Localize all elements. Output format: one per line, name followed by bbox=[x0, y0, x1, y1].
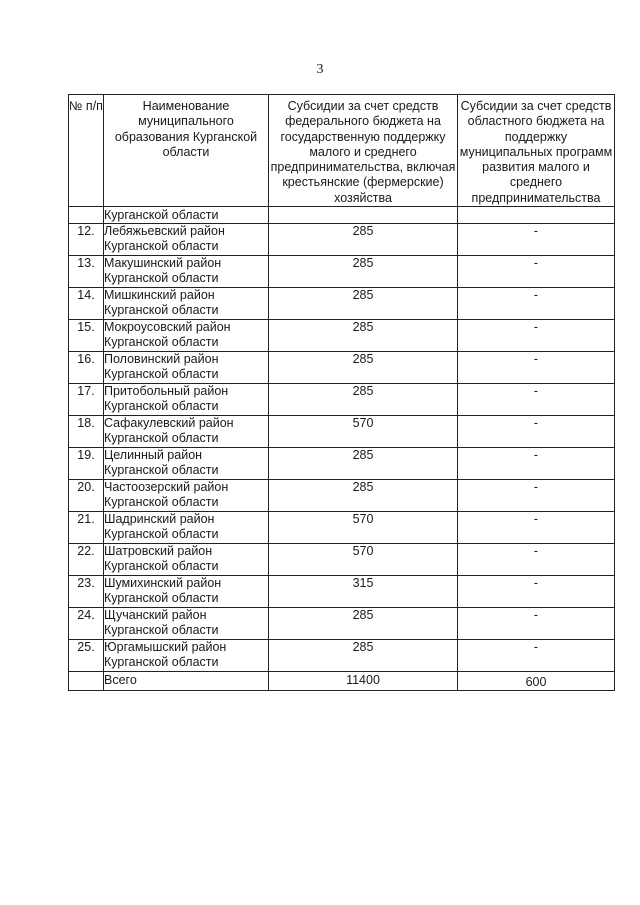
row-municipality: Юргамышский район Курганской области bbox=[104, 639, 269, 671]
row-regional-subsidy: - bbox=[458, 287, 615, 319]
row-regional-subsidy: - bbox=[458, 575, 615, 607]
row-number: 19. bbox=[69, 447, 104, 479]
row-municipality: Макушинский район Курганской области bbox=[104, 255, 269, 287]
continuation-name-cell: Курганской области bbox=[104, 206, 269, 223]
row-regional-subsidy: - bbox=[458, 255, 615, 287]
row-number: 24. bbox=[69, 607, 104, 639]
row-number: 18. bbox=[69, 415, 104, 447]
total-row bbox=[69, 671, 615, 690]
total-number-cell bbox=[69, 671, 104, 690]
row-federal-subsidy: 285 bbox=[269, 351, 458, 383]
table-row bbox=[69, 319, 615, 351]
row-federal-subsidy: 285 bbox=[269, 639, 458, 671]
row-federal-subsidy: 285 bbox=[269, 255, 458, 287]
table-row bbox=[69, 287, 615, 319]
row-federal-subsidy: 285 bbox=[269, 479, 458, 511]
row-regional-subsidy: - bbox=[458, 319, 615, 351]
row-federal-subsidy: 570 bbox=[269, 511, 458, 543]
row-number: 12. bbox=[69, 223, 104, 255]
total-federal-subsidy: 11400 bbox=[269, 671, 458, 690]
row-municipality: Шадринский район Курганской области bbox=[104, 511, 269, 543]
table-row bbox=[69, 639, 615, 671]
row-federal-subsidy: 315 bbox=[269, 575, 458, 607]
table-row bbox=[69, 383, 615, 415]
header-municipality: Наименование муниципального образования Курганской области bbox=[104, 95, 269, 207]
subsidy-table bbox=[68, 94, 615, 691]
header-number: № п/п bbox=[69, 95, 104, 207]
row-municipality: Щучанский район Курганской области bbox=[104, 607, 269, 639]
row-regional-subsidy: - bbox=[458, 479, 615, 511]
row-regional-subsidy: - bbox=[458, 447, 615, 479]
row-regional-subsidy: - bbox=[458, 607, 615, 639]
row-municipality: Шатровский район Курганской области bbox=[104, 543, 269, 575]
continuation-federal-cell bbox=[269, 206, 458, 223]
row-number: 22. bbox=[69, 543, 104, 575]
row-municipality: Притобольный район Курганской области bbox=[104, 383, 269, 415]
table-header-row bbox=[69, 95, 615, 207]
table-row bbox=[69, 351, 615, 383]
table-row bbox=[69, 511, 615, 543]
row-regional-subsidy: - bbox=[458, 415, 615, 447]
continuation-number-cell bbox=[69, 206, 104, 223]
total-label: Всего bbox=[104, 671, 269, 690]
row-federal-subsidy: 570 bbox=[269, 415, 458, 447]
row-number: 21. bbox=[69, 511, 104, 543]
continuation-regional-cell bbox=[458, 206, 615, 223]
row-number: 23. bbox=[69, 575, 104, 607]
row-municipality: Мишкинский район Курганской области bbox=[104, 287, 269, 319]
row-municipality: Частоозерский район Курганской области bbox=[104, 479, 269, 511]
continuation-row bbox=[69, 206, 615, 223]
row-municipality: Половинский район Курганской области bbox=[104, 351, 269, 383]
row-regional-subsidy: - bbox=[458, 639, 615, 671]
row-municipality: Сафакулевский район Курганской области bbox=[104, 415, 269, 447]
table-row bbox=[69, 255, 615, 287]
row-regional-subsidy: - bbox=[458, 511, 615, 543]
row-federal-subsidy: 285 bbox=[269, 607, 458, 639]
row-number: 16. bbox=[69, 351, 104, 383]
table-row bbox=[69, 479, 615, 511]
row-municipality: Шумихинский район Курганской области bbox=[104, 575, 269, 607]
table-row bbox=[69, 447, 615, 479]
row-municipality: Целинный район Курганской области bbox=[104, 447, 269, 479]
row-number: 25. bbox=[69, 639, 104, 671]
total-regional-subsidy: 600 bbox=[458, 671, 615, 690]
row-federal-subsidy: 285 bbox=[269, 383, 458, 415]
row-federal-subsidy: 570 bbox=[269, 543, 458, 575]
table-row bbox=[69, 575, 615, 607]
row-municipality: Мокроусовский район Курганской области bbox=[104, 319, 269, 351]
row-federal-subsidy: 285 bbox=[269, 447, 458, 479]
table-row bbox=[69, 223, 615, 255]
table-row bbox=[69, 543, 615, 575]
row-regional-subsidy: - bbox=[458, 351, 615, 383]
table-row bbox=[69, 415, 615, 447]
row-federal-subsidy: 285 bbox=[269, 319, 458, 351]
row-number: 13. bbox=[69, 255, 104, 287]
row-regional-subsidy: - bbox=[458, 543, 615, 575]
row-number: 17. bbox=[69, 383, 104, 415]
row-federal-subsidy: 285 bbox=[269, 223, 458, 255]
row-municipality: Лебяжьевский район Курганской области bbox=[104, 223, 269, 255]
table-body bbox=[69, 206, 615, 690]
row-regional-subsidy: - bbox=[458, 383, 615, 415]
row-number: 15. bbox=[69, 319, 104, 351]
header-federal-subsidy: Субсидии за счет средств федерального бюджета на государственную поддержку малого и среднего предпринимательства, включая крестьянские (фермерские) хозяйства bbox=[269, 95, 458, 207]
header-regional-subsidy: Субсидии за счет средств областного бюджета на поддержку муниципальных программ развития малого и среднего предпринимательства bbox=[458, 95, 615, 207]
row-number: 20. bbox=[69, 479, 104, 511]
row-regional-subsidy: - bbox=[458, 223, 615, 255]
table-row bbox=[69, 607, 615, 639]
row-federal-subsidy: 285 bbox=[269, 287, 458, 319]
page-number: 3 bbox=[316, 62, 324, 77]
row-number: 14. bbox=[69, 287, 104, 319]
